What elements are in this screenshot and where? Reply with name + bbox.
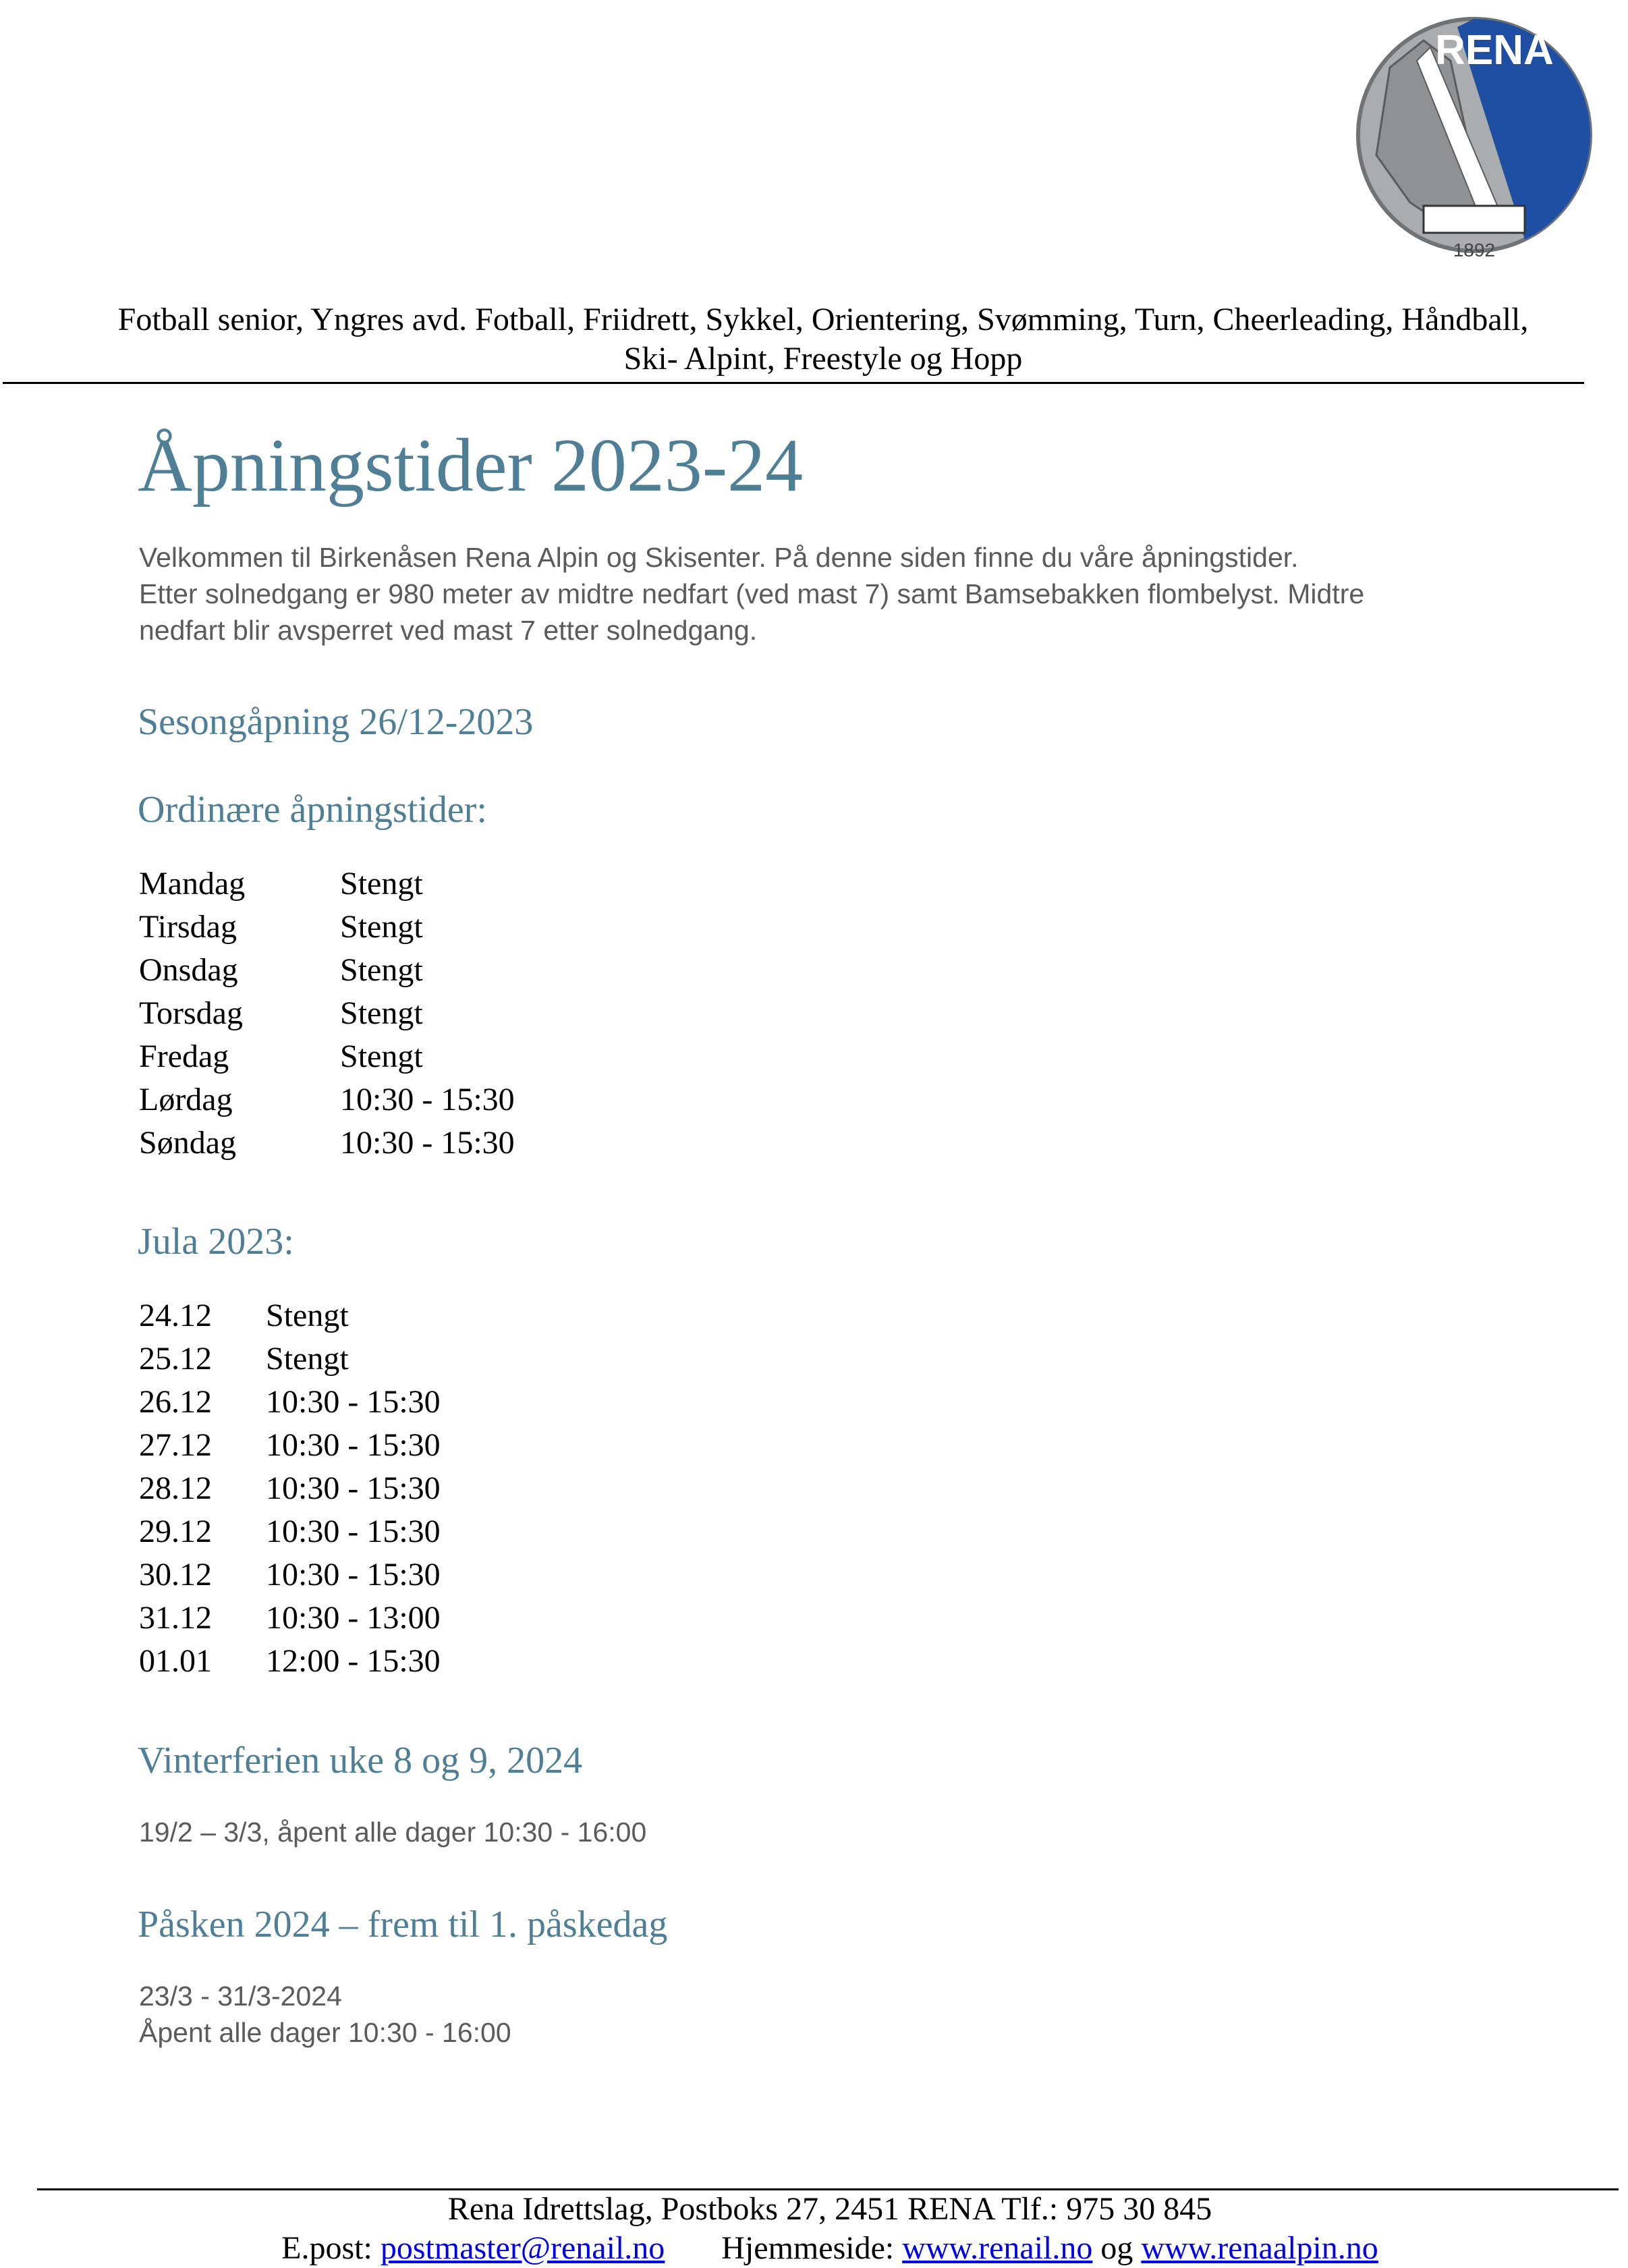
intro-line: Velkommen til Birkenåsen Rena Alpin og Skisenter. På denne siden finne du våre åpningstider. xyxy=(139,542,1299,573)
hours-row xyxy=(139,906,515,949)
hours-value: Stengt xyxy=(340,909,423,945)
homepage-label: Hjemmeside: xyxy=(721,2230,895,2266)
hours-row xyxy=(139,949,515,992)
hours-row xyxy=(139,1553,441,1597)
hours-row xyxy=(139,862,515,906)
hours-row xyxy=(139,1597,441,1640)
header-divider xyxy=(3,382,1584,384)
logo-text: RENA xyxy=(1435,27,1554,74)
footer xyxy=(0,2190,1628,2268)
date-label: 24.12 xyxy=(139,1298,212,1333)
hours-row xyxy=(139,1122,515,1165)
date-label: 30.12 xyxy=(139,1557,212,1593)
sports-line: Fotball senior, Yngres avd. Fotball, Friidrett, Sykkel, Orientering, Svømming, Turn, Cheerleading, Håndball, xyxy=(117,302,1529,337)
hours-row xyxy=(139,1510,441,1553)
day-label: Onsdag xyxy=(139,952,238,988)
hours-value: Stengt xyxy=(266,1298,349,1333)
sports-line: Ski- Alpint, Freestyle og Hopp xyxy=(623,341,1023,377)
email-label: E.post: xyxy=(281,2230,372,2266)
date-label: 29.12 xyxy=(139,1514,212,1549)
date-label: 28.12 xyxy=(139,1470,212,1506)
hours-row xyxy=(139,1467,441,1510)
winter-break-heading: Vinterferien uke 8 og 9, 2024 xyxy=(138,1740,583,1781)
hours-row xyxy=(139,1640,441,1683)
hours-value: 12:00 - 15:30 xyxy=(266,1643,441,1679)
hours-row xyxy=(139,1035,515,1078)
ordinary-hours-heading: Ordinære åpningstider: xyxy=(138,789,487,831)
day-label: Torsdag xyxy=(139,995,243,1031)
hours-row xyxy=(139,1294,441,1337)
easter-heading: Påsken 2024 – frem til 1. påskedag xyxy=(138,1904,668,1945)
page-title: Åpningstider 2023-24 xyxy=(138,424,804,507)
hours-value: Stengt xyxy=(340,866,423,902)
homepage-link-renail[interactable]: www.renail.no xyxy=(902,2230,1093,2266)
hours-value: 10:30 - 15:30 xyxy=(266,1470,441,1506)
hours-value: 10:30 - 15:30 xyxy=(340,1082,515,1117)
easter-text xyxy=(139,1978,511,2051)
season-opening-heading: Sesongåpning 26/12-2023 xyxy=(138,701,534,743)
hours-row xyxy=(139,1424,441,1467)
date-label: 25.12 xyxy=(139,1341,212,1377)
hours-row xyxy=(139,992,515,1035)
ordinary-hours-table xyxy=(139,862,515,1165)
day-label: Tirsdag xyxy=(139,909,237,945)
hours-value: 10:30 - 15:30 xyxy=(266,1514,441,1549)
hours-value: Stengt xyxy=(266,1341,349,1377)
christmas-heading: Jula 2023: xyxy=(138,1221,294,1263)
intro-line: nedfart blir avsperret ved mast 7 etter solnedgang. xyxy=(139,615,758,646)
logo-year: 1892 xyxy=(1453,240,1496,260)
sports-list xyxy=(0,300,1628,379)
email-link[interactable]: postmaster@renail.no xyxy=(380,2230,665,2266)
footer-contact xyxy=(0,2229,1628,2268)
footer-address: Rena Idrettslag, Postboks 27, 2451 RENA Tlf.: 975 30 845 xyxy=(447,2191,1212,2227)
winter-break-text: 19/2 – 3/3, åpent alle dager 10:30 - 16:00 xyxy=(139,1817,647,1848)
hours-value: 10:30 - 13:00 xyxy=(266,1600,441,1636)
day-label: Mandag xyxy=(139,866,246,902)
hours-value: 10:30 - 15:30 xyxy=(340,1125,515,1161)
easter-dates: 23/3 - 31/3-2024 xyxy=(139,1981,342,2012)
intro-text xyxy=(139,539,1590,648)
day-label: Lørdag xyxy=(139,1082,233,1117)
hours-value: Stengt xyxy=(340,995,423,1031)
day-label: Fredag xyxy=(139,1039,229,1074)
date-label: 01.01 xyxy=(139,1643,212,1679)
hours-value: 10:30 - 15:30 xyxy=(266,1557,441,1593)
day-label: Søndag xyxy=(139,1125,236,1161)
date-label: 31.12 xyxy=(139,1600,212,1636)
hours-row xyxy=(139,1078,515,1122)
intro-line: Etter solnedgang er 980 meter av midtre nedfart (ved mast 7) samt Bamsebakken flombelyst. Midtre xyxy=(139,578,1365,609)
hours-value: Stengt xyxy=(340,952,423,988)
easter-hours: Åpent alle dager 10:30 - 16:00 xyxy=(139,2017,511,2048)
hours-value: 10:30 - 15:30 xyxy=(266,1384,441,1420)
date-label: 26.12 xyxy=(139,1384,212,1420)
rena-logo xyxy=(1349,0,1599,270)
hours-value: Stengt xyxy=(340,1039,423,1074)
hours-value: 10:30 - 15:30 xyxy=(266,1427,441,1463)
hours-row xyxy=(139,1381,441,1424)
hours-row xyxy=(139,1337,441,1381)
and-text: og xyxy=(1100,2230,1133,2266)
christmas-hours-table xyxy=(139,1294,441,1683)
date-label: 27.12 xyxy=(139,1427,212,1463)
homepage-link-renaalpin[interactable]: www.renaalpin.no xyxy=(1141,2230,1378,2266)
